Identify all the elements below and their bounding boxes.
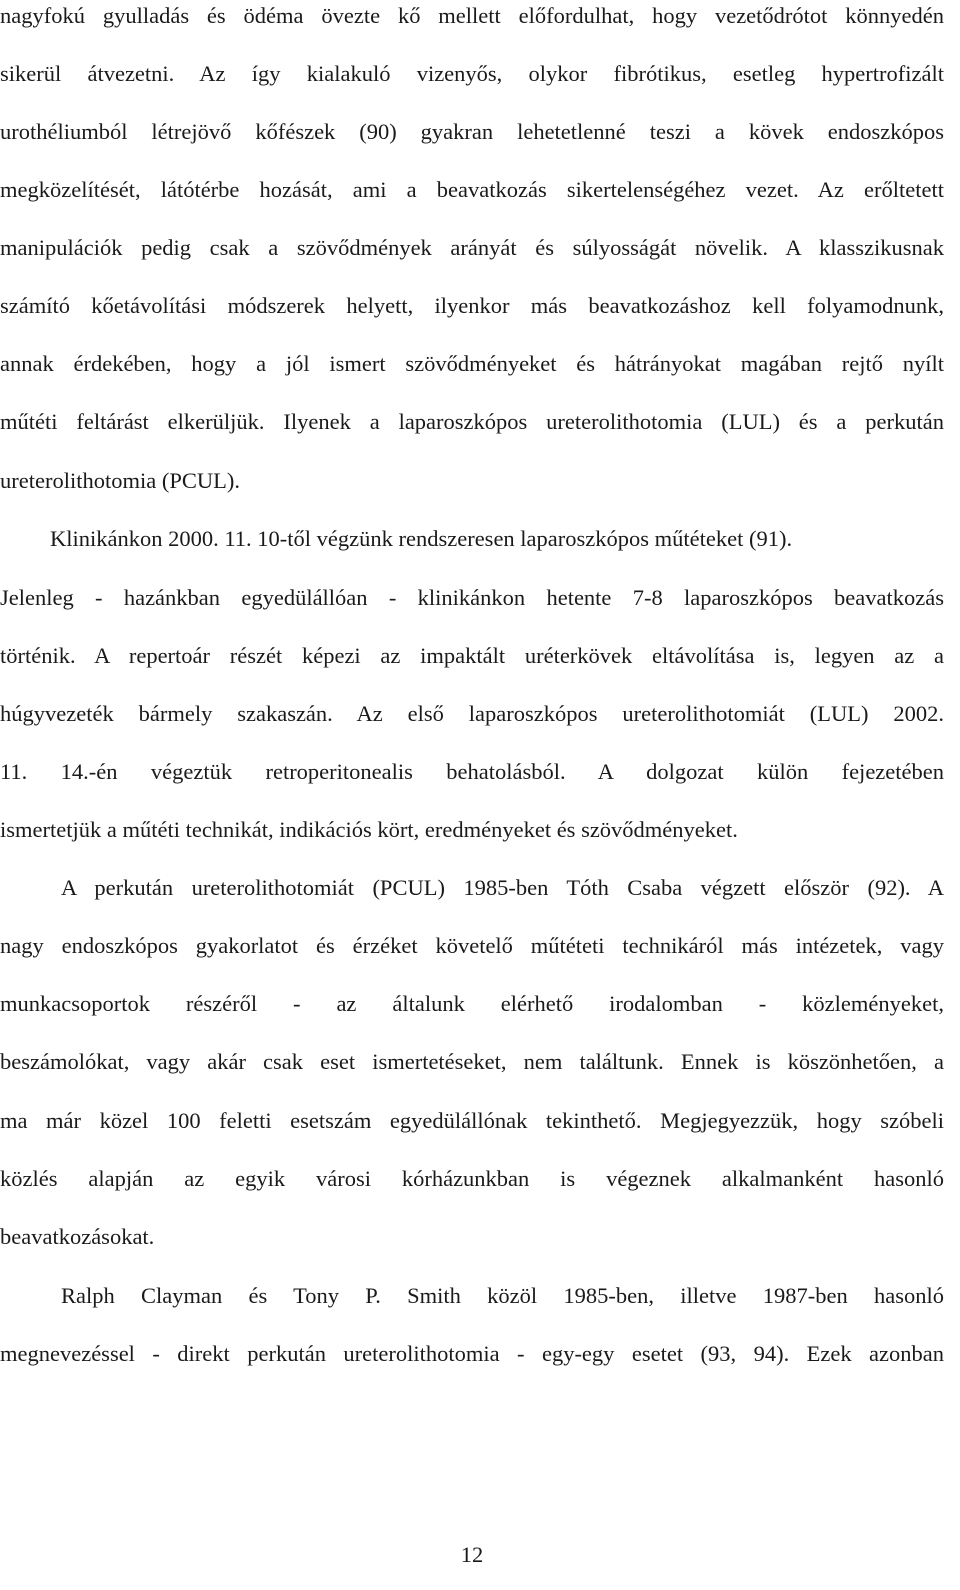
text-line-24: megnevezéssel - direkt perkután ureterolithotomia - egy-egy esetet (93, 94). Ezek azonban xyxy=(0,1341,944,1366)
text-line-13: húgyvezeték bármely szakaszán. Az első laparoszkópos ureterolithotomiát (LUL) 2002. xyxy=(0,701,944,726)
text-line-16: A perkután ureterolithotomiát (PCUL) 1985-ben Tóth Csaba végzett először (92). A xyxy=(61,875,944,900)
text-line-19: beszámolókat, vagy akár csak eset ismertetéseket, nem találtunk. Ennek is köszönhetően, a xyxy=(0,1049,944,1074)
text-line-1: nagyfokú gyulladás és ödéma övezte kő mellett előfordulhat, hogy vezetődrótot könnyedén xyxy=(0,3,944,28)
text-line-7: annak érdekében, hogy a jól ismert szövődményeket és hátrányokat magában rejtő nyílt xyxy=(0,351,944,376)
text-line-12: történik. A repertoár részét képezi az impaktált uréterkövek eltávolítása is, legyen az a xyxy=(0,643,944,668)
text-line-23: Ralph Clayman és Tony P. Smith közöl 1985-ben, illetve 1987-ben hasonló xyxy=(61,1283,944,1308)
text-line-21: közlés alapján az egyik városi kórházunkban is végeznek alkalmanként hasonló xyxy=(0,1166,944,1191)
text-line-22: beavatkozásokat. xyxy=(0,1224,155,1249)
text-line-4: megközelítését, látótérbe hozását, ami a beavatkozás sikertelenségéhez vezet. Az erőltetett xyxy=(0,177,944,202)
text-line-17: nagy endoszkópos gyakorlatot és érzéket követelő műtéteti technikáról más intézetek, vagy xyxy=(0,933,944,958)
text-line-5: manipulációk pedig csak a szövődmények arányát és súlyosságát növelik. A klasszikusnak xyxy=(0,235,944,260)
text-line-6: számító kőetávolítási módszerek helyett, ilyenkor más beavatkozáshoz kell folyamodnunk, xyxy=(0,293,944,318)
text-line-8: műtéti feltárást elkerüljük. Ilyenek a laparoszkópos ureterolithotomia (LUL) és a perkután xyxy=(0,409,944,434)
text-line-18: munkacsoportok részéről - az általunk elérhető irodalomban - közleményeket, xyxy=(0,991,944,1016)
page-number: 12 xyxy=(460,1542,484,1567)
text-line-9: ureterolithotomia (PCUL). xyxy=(0,468,240,493)
text-line-14: 11. 14.-én végeztük retroperitonealis behatolásból. A dolgozat külön fejezetében xyxy=(0,759,944,784)
text-line-20: ma már közel 100 feletti esetszám egyedülállónak tekinthető. Megjegyezzük, hogy szóbeli xyxy=(0,1108,944,1133)
text-line-11: Jelenleg - hazánkban egyedülállóan - klinikánkon hetente 7-8 laparoszkópos beavatkozás xyxy=(0,585,944,610)
text-line-3: urothéliumból létrejövő kőfészek (90) gyakran lehetetlenné teszi a kövek endoszkópos xyxy=(0,119,944,144)
text-line-2: sikerül átvezetni. Az így kialakuló vizenyős, olykor fibrótikus, esetleg hypertrofizált xyxy=(0,61,944,86)
text-line-10: Klinikánkon 2000. 11. 10-től végzünk rendszeresen laparoszkópos műtéteket (91). xyxy=(50,526,793,551)
text-line-15: ismertetjük a műtéti technikát, indikációs kört, eredményeket és szövődményeket. xyxy=(0,817,738,842)
